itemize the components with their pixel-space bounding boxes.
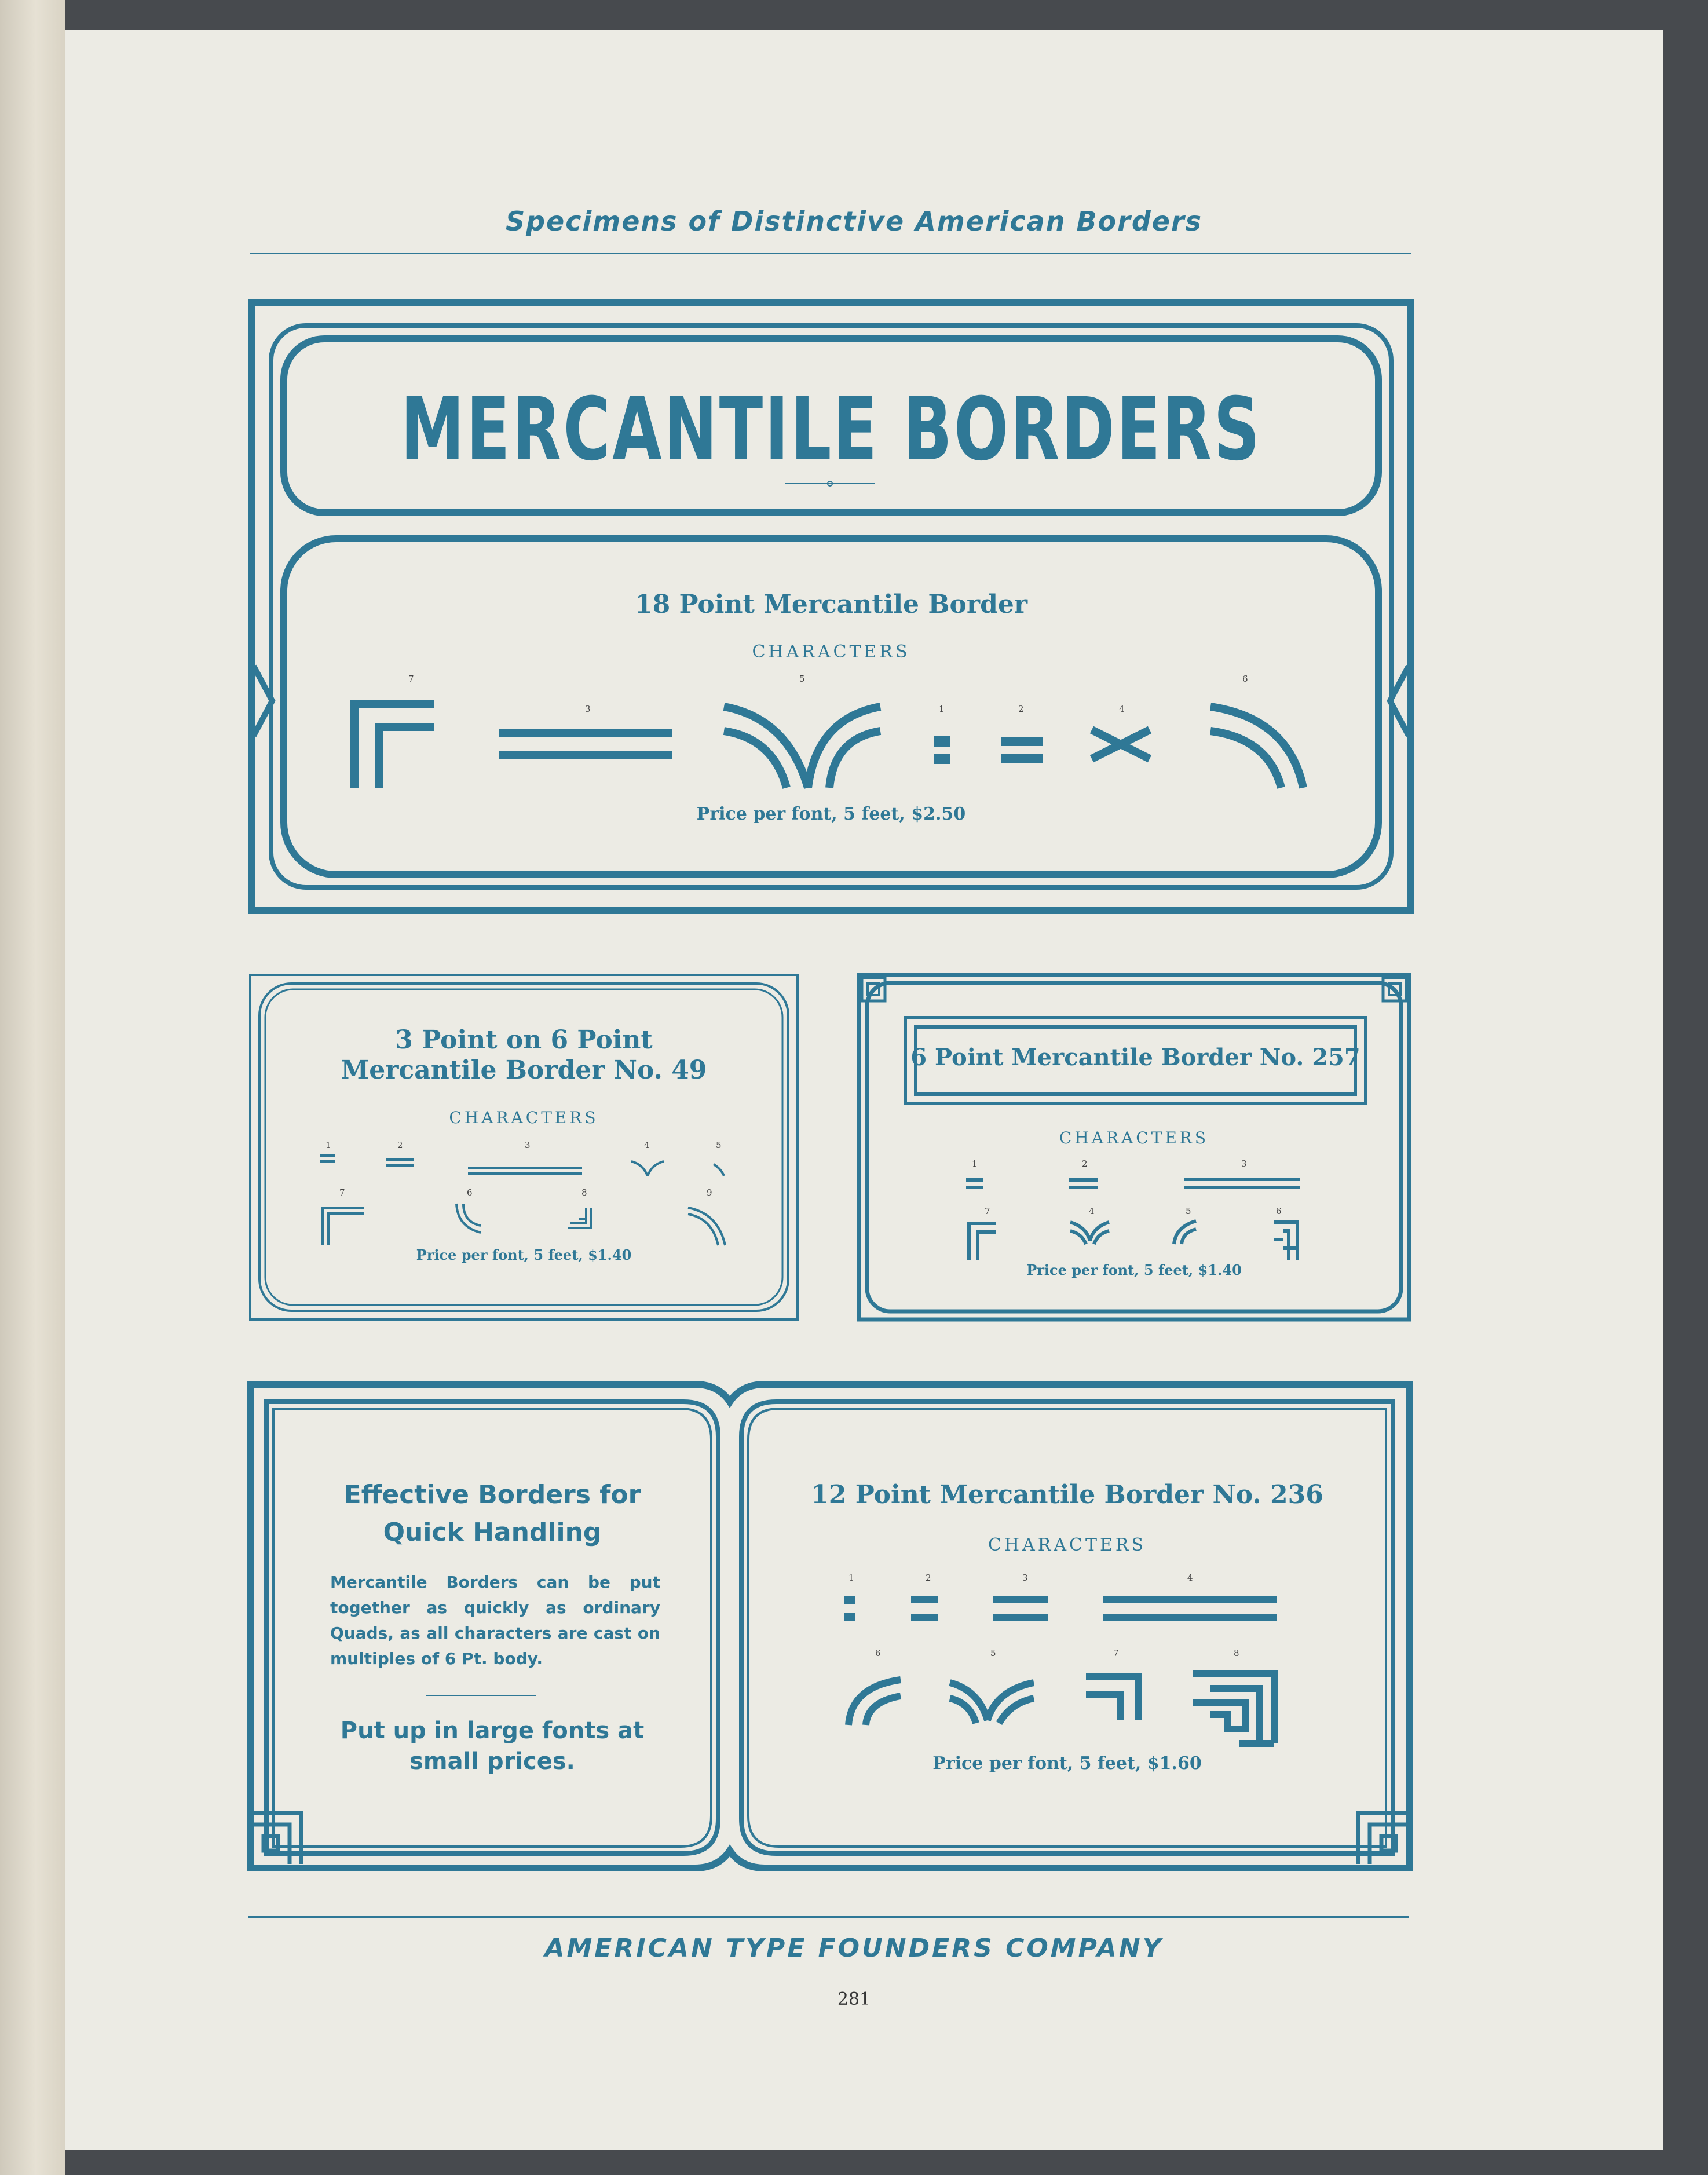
effective-closing-line2: small prices. bbox=[409, 1748, 575, 1775]
char-number: 2 bbox=[397, 1140, 403, 1150]
char-number: 3 bbox=[525, 1140, 531, 1150]
char-number: 7 bbox=[408, 674, 414, 684]
main-title: MERCANTILE BORDERS bbox=[400, 379, 1262, 480]
char-number: 7 bbox=[1113, 1648, 1119, 1658]
effective-title-line2: Quick Handling bbox=[383, 1518, 602, 1547]
char-number: 5 bbox=[716, 1140, 722, 1150]
chars-49 bbox=[320, 1156, 725, 1245]
char-number: 6 bbox=[1242, 674, 1248, 684]
panel-236-price: Price per font, 5 feet, $1.60 bbox=[932, 1753, 1202, 1774]
panel-257-price: Price per font, 5 feet, $1.40 bbox=[1026, 1262, 1242, 1278]
char-number: 3 bbox=[1022, 1573, 1028, 1583]
panel-49-title-line1: 3 Point on 6 Point bbox=[395, 1025, 653, 1055]
panel-18pt-price: Price per font, 5 feet, $2.50 bbox=[696, 804, 966, 824]
effective-body: Mercantile Borders can be put together as quickly as ordinary Quads, as all characters are cast on multiples of 6 Pt. body. bbox=[330, 1573, 660, 1668]
char-number: 8 bbox=[581, 1187, 587, 1198]
char-number: 7 bbox=[339, 1187, 345, 1198]
panel-49-characters-label: CHARACTERS bbox=[449, 1108, 599, 1127]
panel-49-price: Price per font, 5 feet, $1.40 bbox=[416, 1246, 632, 1263]
char-number: 4 bbox=[1119, 704, 1125, 714]
char-number: 3 bbox=[585, 704, 591, 714]
char-number: 5 bbox=[1186, 1206, 1191, 1216]
effective-closing-line1: Put up in large fonts at bbox=[340, 1717, 645, 1744]
footer-company: AMERICAN TYPE FOUNDERS COMPANY bbox=[544, 1933, 1164, 1963]
effective-title-line1: Effective Borders for bbox=[343, 1480, 641, 1509]
char-number: 7 bbox=[985, 1206, 990, 1216]
char-number: 6 bbox=[1276, 1206, 1282, 1216]
char-number: 5 bbox=[990, 1648, 996, 1658]
page-number: 281 bbox=[837, 1989, 871, 2009]
panel-236-title: 12 Point Mercantile Border No. 236 bbox=[811, 1480, 1323, 1509]
panel-257-title: 6 Point Mercantile Border No. 257 bbox=[910, 1044, 1360, 1071]
char-number: 6 bbox=[875, 1648, 881, 1658]
char-number: 4 bbox=[644, 1140, 650, 1150]
char-number: 6 bbox=[467, 1187, 473, 1198]
char-number: 1 bbox=[325, 1140, 331, 1150]
char-number: 4 bbox=[1187, 1573, 1193, 1583]
char-number: 1 bbox=[848, 1573, 854, 1583]
char-number: 1 bbox=[939, 704, 945, 714]
chars-236 bbox=[844, 1600, 1277, 1743]
chars-18pt bbox=[354, 704, 1303, 788]
panel-49-title-line2: Mercantile Border No. 49 bbox=[341, 1055, 707, 1085]
char-number: 8 bbox=[1234, 1648, 1239, 1658]
foot-rule bbox=[248, 1916, 1409, 1918]
panel-257-characters-label: CHARACTERS bbox=[1059, 1128, 1209, 1147]
panel-18pt-characters-label: CHARACTERS bbox=[752, 642, 910, 662]
char-number: 9 bbox=[707, 1187, 712, 1198]
char-number: 2 bbox=[926, 1573, 931, 1583]
char-number: 1 bbox=[972, 1158, 978, 1169]
running-head: Specimens of Distinctive American Borders bbox=[505, 206, 1203, 237]
char-number: 2 bbox=[1018, 704, 1024, 714]
char-number: 4 bbox=[1089, 1206, 1095, 1216]
char-number: 5 bbox=[799, 674, 805, 684]
char-number: 2 bbox=[1082, 1158, 1088, 1169]
panel-18pt-title: 18 Point Mercantile Border bbox=[634, 590, 1028, 619]
panel-236-characters-label: CHARACTERS bbox=[988, 1535, 1147, 1555]
char-number: 3 bbox=[1241, 1158, 1247, 1169]
chars-257 bbox=[966, 1179, 1300, 1260]
